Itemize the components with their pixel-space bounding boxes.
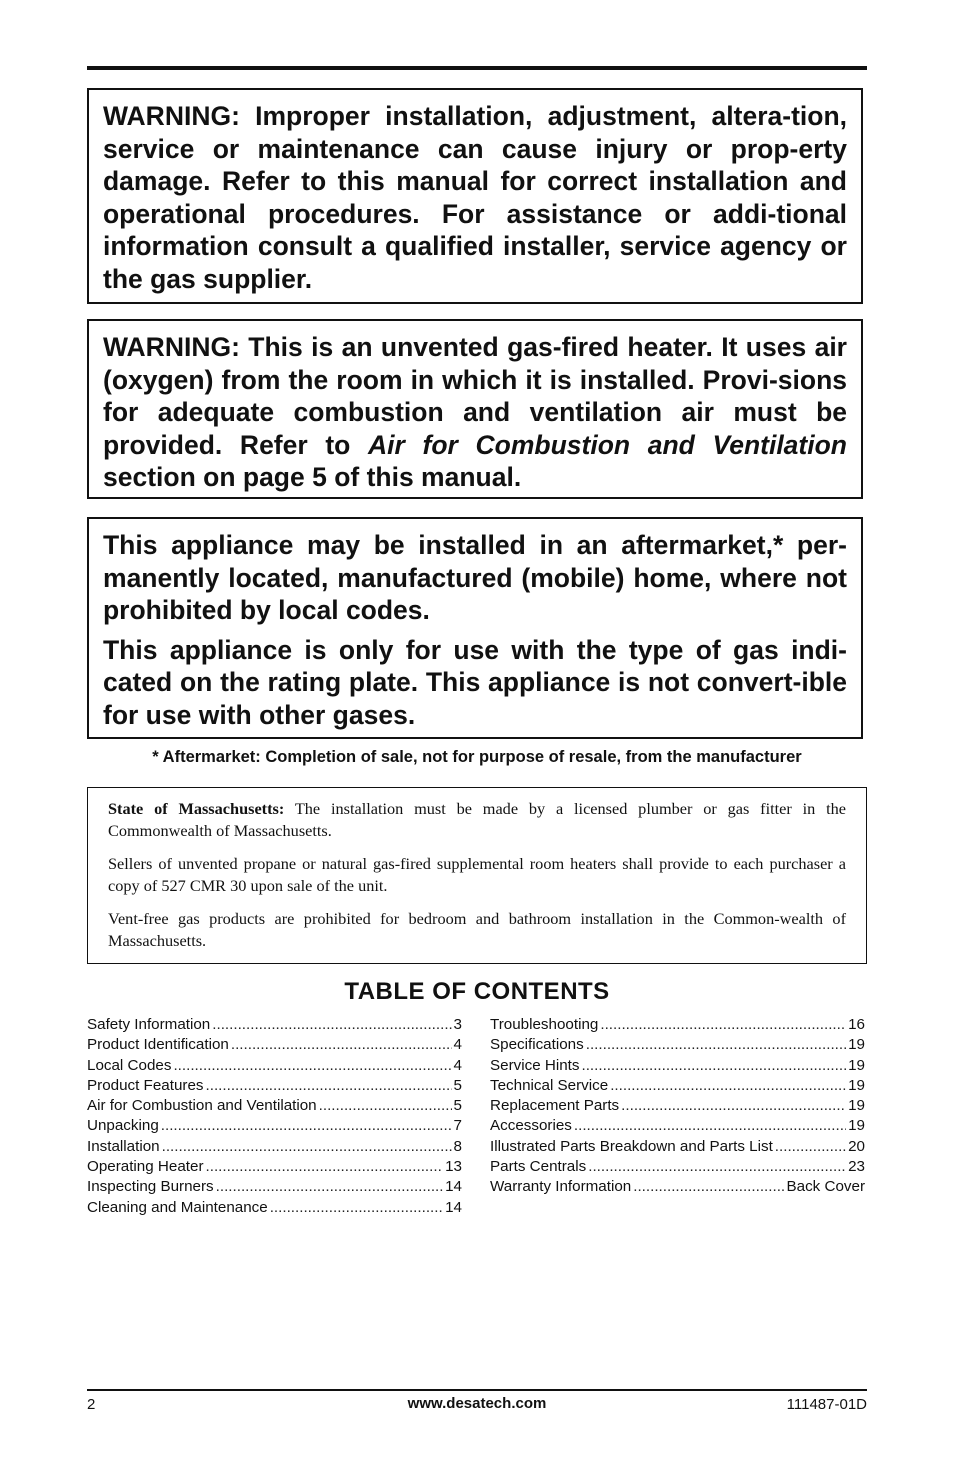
toc-entry-label: Parts Centrals [490, 1158, 587, 1176]
toc-entry-label: Product Features [87, 1076, 204, 1094]
toc-entry-label: Specifications [490, 1036, 584, 1054]
toc-entry-label: Cleaning and Maintenance [87, 1198, 268, 1216]
toc-leader-dots [231, 1035, 452, 1055]
toc-entry[interactable] [87, 1177, 462, 1197]
massachusetts-paragraph-2: Sellers of unvented propane or natural gas-fired supplemental room heaters shall provide to each purchaser a copy of 527 CMR 30 upon sale of the unit. [108, 854, 846, 895]
toc-entry[interactable] [87, 1116, 462, 1136]
toc-entry[interactable] [87, 1035, 462, 1055]
toc-entry[interactable] [490, 1177, 865, 1197]
warning-box-installation [87, 88, 863, 304]
toc-leader-dots [270, 1198, 443, 1218]
aftermarket-footnote: * Aftermarket: Completion of sale, not for purpose of resale, from the manufacturer [152, 748, 802, 766]
toc-entry-page: 4 [453, 1056, 462, 1074]
toc-entry-label: Illustrated Parts Breakdown and Parts List [490, 1137, 773, 1155]
toc-leader-dots [633, 1177, 784, 1197]
warning-text-installation: WARNING: Improper installation, adjustment, altera-tion, service or maintenance can cause injury or prop-erty damage. Refer to this manual for correct installation and operational procedures. For assistance or addi-tional information consult a qualified installer, service agency or the gas supplier. [103, 101, 847, 294]
toc-entry[interactable] [490, 1137, 865, 1157]
document-code: 111487-01D [786, 1396, 867, 1413]
warning-text-unvented [103, 331, 847, 494]
toc-entry-page: 19 [848, 1056, 865, 1074]
toc-entry-page: 19 [848, 1097, 865, 1115]
toc-entry-label: Service Hints [490, 1056, 580, 1074]
toc-entry-page: 4 [453, 1036, 462, 1054]
toc-leader-dots [161, 1116, 452, 1136]
toc-entry-page: 14 [445, 1178, 462, 1196]
toc-entry-label: Replacement Parts [490, 1097, 620, 1115]
toc-leader-dots [173, 1056, 451, 1076]
toc-entry-label: Warranty Information [490, 1178, 632, 1196]
aftermarket-notice: This appliance may be installed in an aftermarket,* per-manently located, manufactured (mobile) home, where not prohibited by local codes. [103, 530, 847, 625]
toc-left-column [87, 1015, 462, 1218]
toc-entry[interactable] [490, 1116, 865, 1136]
toc-entry-page: 3 [453, 1016, 462, 1033]
toc-leader-dots [212, 1015, 451, 1035]
toc-entry[interactable] [87, 1198, 462, 1218]
toc-entry-page: 7 [453, 1117, 462, 1135]
toc-entry-label: Troubleshooting [490, 1016, 599, 1033]
toc-leader-dots [586, 1035, 846, 1055]
toc-leader-dots [162, 1137, 452, 1157]
massachusetts-label: State of Massachusetts: [108, 799, 285, 818]
toc-leader-dots [621, 1096, 846, 1116]
toc-leader-dots [216, 1177, 443, 1197]
toc-entry-label: Inspecting Burners [87, 1178, 214, 1196]
toc-entry-page: 5 [453, 1076, 462, 1094]
toc-entry-page: Back Cover [786, 1178, 865, 1196]
toc-entry[interactable] [87, 1056, 462, 1076]
toc-leader-dots [206, 1076, 452, 1096]
toc-entry[interactable] [87, 1015, 462, 1035]
warning-box-unvented [87, 319, 863, 499]
footer-url: www.desatech.com [407, 1395, 547, 1412]
toc-leader-dots [600, 1015, 846, 1035]
toc-entry-page: 20 [848, 1137, 865, 1155]
toc-entry-page: 23 [848, 1158, 865, 1176]
toc-entry-page: 16 [848, 1016, 865, 1033]
toc-entry-label: Local Codes [87, 1056, 172, 1074]
toc-entry-label: Product Identification [87, 1036, 229, 1054]
toc-leader-dots [610, 1076, 846, 1096]
toc-entry[interactable] [490, 1056, 865, 1076]
toc-entry[interactable] [490, 1157, 865, 1177]
toc-entry-page: 5 [453, 1097, 462, 1115]
toc-entry-page: 8 [453, 1137, 462, 1155]
toc-leader-dots [581, 1056, 846, 1076]
toc-entry-label: Air for Combustion and Ventilation [87, 1097, 317, 1115]
toc-leader-dots [775, 1137, 846, 1157]
massachusetts-text-1: The installation must be made by a licensed plumber or gas fitter in the Commonwealth of Massachusetts. [108, 799, 846, 840]
toc-entry[interactable] [490, 1035, 865, 1055]
toc-entry[interactable] [87, 1157, 462, 1177]
massachusetts-notice-box [87, 787, 867, 964]
massachusetts-paragraph-1 [108, 798, 846, 842]
toc-entry[interactable] [87, 1137, 462, 1157]
toc-entry[interactable] [490, 1076, 865, 1096]
toc-right-column [490, 1015, 865, 1198]
toc-entry-page: 19 [848, 1036, 865, 1054]
toc-entry-page: 14 [445, 1198, 462, 1216]
appliance-notice-box [87, 517, 863, 739]
toc-entry-label: Technical Service [490, 1076, 609, 1094]
warning-text-unvented-start: WARNING: This is an unvented gas-fired heater. It uses air (oxygen) from the room in which it is installed. Provi-sions for adequate combustion and ventilation air must be provided. Refer to [103, 332, 847, 460]
top-rule [87, 66, 867, 70]
toc-entry-page: 19 [848, 1117, 865, 1135]
toc-entry[interactable] [490, 1015, 865, 1035]
toc-entry-page: 13 [445, 1158, 462, 1176]
section-reference: Air for Combustion and Ventilation [368, 429, 847, 460]
toc-leader-dots [588, 1157, 846, 1177]
toc-entry[interactable] [87, 1096, 462, 1116]
warning-text-unvented-end: section on page 5 of this manual. [103, 462, 522, 492]
toc-entry[interactable] [490, 1096, 865, 1116]
massachusetts-paragraph-3: Vent-free gas products are prohibited for bedroom and bathroom installation in the Common-wealth of Massachusetts. [108, 909, 846, 950]
toc-entry-label: Unpacking [87, 1117, 159, 1135]
page-number: 2 [87, 1396, 96, 1413]
toc-leader-dots [206, 1157, 444, 1177]
toc-title: TABLE OF CONTENTS [344, 978, 610, 1005]
toc-entry-label: Safety Information [87, 1016, 211, 1033]
toc-entry[interactable] [87, 1076, 462, 1096]
toc-leader-dots [574, 1116, 846, 1136]
toc-entry-label: Accessories [490, 1117, 572, 1135]
toc-entry-page: 19 [848, 1076, 865, 1094]
toc-entry-label: Installation [87, 1137, 160, 1155]
gas-type-notice: This appliance is only for use with the type of gas indi-cated on the rating plate. This appliance is not convert-ible for use with other gases. [103, 634, 847, 730]
toc-entry-label: Operating Heater [87, 1158, 204, 1176]
bottom-rule [87, 1389, 867, 1391]
toc-leader-dots [319, 1096, 452, 1116]
